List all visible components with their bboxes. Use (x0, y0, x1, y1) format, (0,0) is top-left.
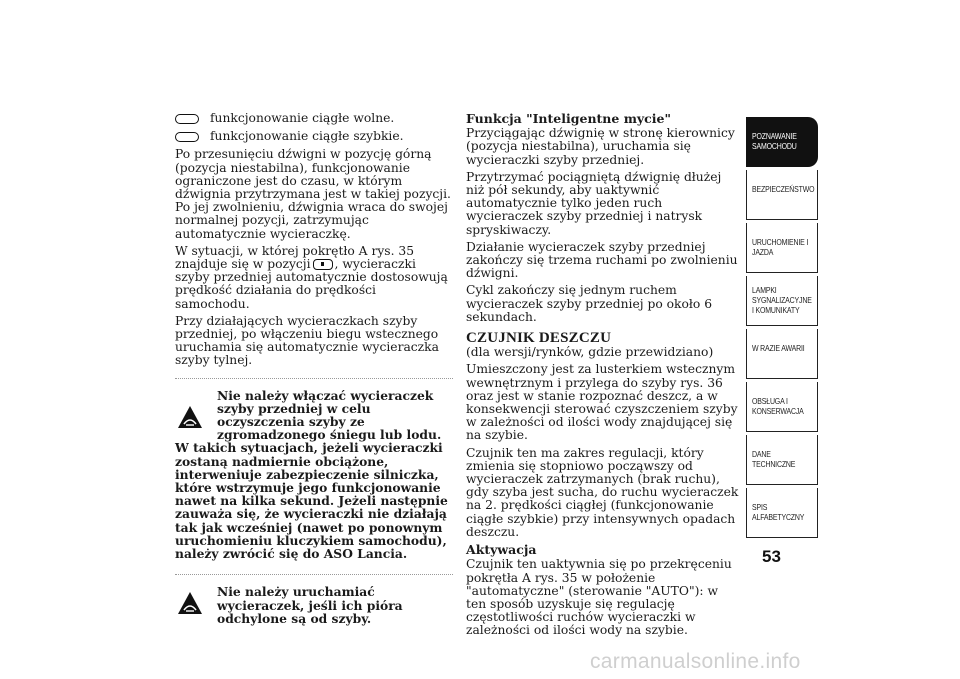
paragraph-auto-start: W sytuacji, w której pokrętło A rys. 35 znajduje się w pozycji (175, 243, 415, 272)
tab-label: DANE TECHNICZNE (752, 449, 796, 469)
paragraph: Działanie wycieraczek szyby przedniej zakończy się trzema ruchami po zwolnieniu dźwigni. (466, 239, 738, 281)
tab-w-razie-awarii[interactable] (746, 329, 818, 379)
paragraph: Cykl zakończy się jednym ruchem wycieraczek szyby przedniej po około 6 sekundach. (466, 283, 713, 324)
tab-label: W RAZIE AWARII (752, 343, 805, 353)
left-column (175, 112, 453, 625)
tab-label: POZNAWANIE SAMOCHODU (752, 131, 797, 151)
tab-poznawanie-samochodu[interactable] (746, 117, 818, 167)
auto-position-icon (313, 259, 333, 270)
paragraph: Czujnik ten ma zakres regulacji, który zmienia się stopniowo począwszy od wycieraczek zatrzymanych (brak ruchu), gdy szyba jest sucha, do ruchu wycieraczek na 2. prędkości ciągłej (funkcjonowanie ciągłe szybkie) przy intensywnych opadach deszczu. (466, 445, 739, 539)
paragraph: Przy działających wycieraczkach szyby przedniej, po włączeniu biegu wstecznego uruchamia się automatycznie wycieraczka szyby tylnej. (175, 313, 439, 368)
tab-label: OBSŁUGA I KONSERWACJA (752, 396, 804, 416)
section-title: CZUJNIK DESZCZU (466, 330, 612, 347)
paragraph: Umieszczony jest za lusterkiem wstecznym wewnętrznym i przylega do szyby rys. 36 oraz jest w stanie rozpoznać deszcz, a w konsekwencji sterować czyszczeniem szyby w zależności od ilości wody znajdującej się na szybie. (466, 362, 738, 443)
tab-bezpieczenstwo[interactable] (746, 170, 818, 220)
paragraph: Przyciągając dźwignię w stronę kierownicy (pozycja niestabilna), uruchamia się wycieraczki szyby przedniej. (466, 126, 735, 167)
section-heading: Aktywacja (466, 542, 537, 558)
watermark: carmanualsonline.info (590, 650, 801, 673)
warning-triangle-icon (177, 591, 203, 615)
mode-fast-text: funkcjonowanie ciągłe szybkie. (210, 129, 404, 144)
tab-dane-techniczne[interactable] (746, 435, 818, 485)
paragraph: Przytrzymać pociągniętą dźwignię dłużej niż pół sekundy, aby uaktywnić automatycznie tylko jeden ruch wycieraczek szyby przedniej i natrysk spryskiwaczy. (466, 169, 722, 237)
mode-slow-text: funkcjonowanie ciągłe wolne. (210, 111, 395, 125)
chapter-tabs (746, 117, 818, 542)
paragraph: Po przesunięciu dźwigni w pozycję górną (pozycja niestabilna), funkcjonowanie ograniczone jest do czasu, w którym dźwignia przytrzymana jest w takiej pozycji. Po jej zwolnieniu, dźwignia wraca do swojej normalnej pozycji, zatrzymując automatycznie wycieraczkę. (175, 147, 451, 241)
warning-text: Nie należy włączać wycieraczek szyby przedniej w celu oczyszczenia szyby ze zgromadzonego śniegu lub lodu. W takich sytuacjach, jeżeli wycieraczki zostaną nadmiernie obciążone, interweniuje zabezpieczenie silniczka, które wstrzymuje jego funkcjonowanie nawet na kilka sekund. Jeżeli następnie zauważa się, że wycieraczki nie działają tak jak wcześniej (nawet po ponownym uruchomieniu kluczykiem samochodu), należy zwrócić się do ASO Lancia. (175, 387, 448, 562)
warning-box (175, 378, 453, 561)
mode-fast (175, 130, 453, 143)
warning-triangle-icon (177, 405, 203, 429)
paragraph: Czujnik ten uaktywnia się po przekręceniu pokrętła A rys. 35 w położenie "automatyczne" (sterowanie "AUTO"): w ten sposób uzyskuje się regulację częstotliwości ruchów wycieraczki w zależności od ilości wody na szybie. (466, 557, 732, 638)
section-subtitle: (dla wersji/rynków, gdzie przewidziano) (466, 345, 714, 360)
tab-uruchomienie-jazda[interactable] (746, 223, 818, 273)
warning-text: Nie należy uruchamiać wycieraczek, jeśli ich pióra odchylone są od szyby. (217, 584, 403, 626)
tab-spis-alfabetyczny[interactable] (746, 488, 818, 538)
tab-obsluga-konserwacja[interactable] (746, 382, 818, 432)
tab-label: BEZPIECZEŃSTWO (752, 184, 815, 194)
paragraph-auto-end: , wycieraczki szyby przedniej automatycznie dostosowują prędkość działania do prędkości samochodu. (175, 257, 448, 311)
page-number: 53 (762, 547, 781, 566)
tab-label: LAMPKI SYGNALIZACYJNE I KOMUNIKATY (752, 285, 812, 315)
warning-box (175, 574, 453, 625)
tab-label: SPIS ALFABETYCZNY (752, 502, 805, 522)
wiper-slow-icon (175, 114, 199, 124)
section-heading: Funkcja "Inteligentne mycie" (466, 111, 672, 126)
paragraph-auto (175, 245, 453, 311)
mode-slow (175, 112, 453, 125)
tab-label: URUCHOMIENIE I JAZDA (752, 237, 809, 257)
tab-lampki[interactable] (746, 276, 818, 326)
wiper-fast-icon (175, 132, 199, 142)
right-column (466, 112, 742, 642)
